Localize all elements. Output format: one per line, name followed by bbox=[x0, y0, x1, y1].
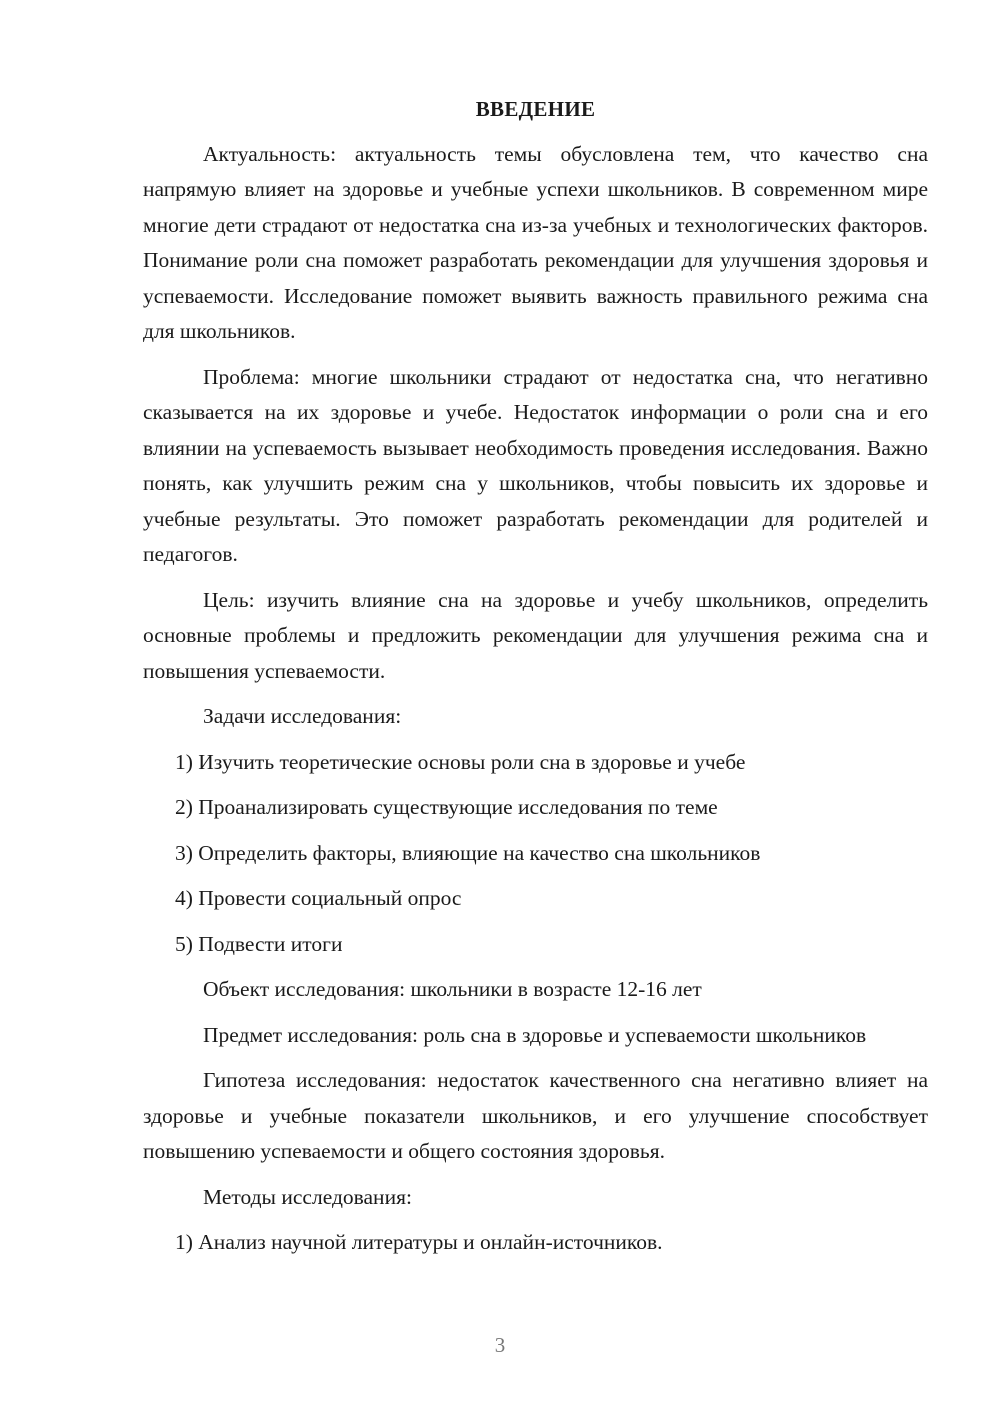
list-item: 1) Изучить теоретические основы роли сна в здоровье и учебе bbox=[175, 749, 746, 774]
object-paragraph: Объект исследования: школьники в возрасте 12-16 лет bbox=[203, 977, 702, 1001]
goal-paragraph: Цель: изучить влияние сна на здоровье и учебу школьников, определить основные проблемы и предложить рекомендации для улучшения режима сна и повышения успеваемости. bbox=[143, 587, 928, 683]
subject-paragraph: Предмет исследования: роль сна в здоровье и успеваемости школьников bbox=[203, 1022, 867, 1047]
list-item: 2) Проанализировать существующие исследования по теме bbox=[175, 795, 718, 819]
problem-paragraph: Проблема: многие школьники страдают от недостатка сна, что негативно сказывается на их здоровье и учебе. Недостаток информации о роли сна и его влиянии на успеваемость вызывает необходимость проведения исследования. Важно понять, как улучшить режим сна у школьников, чтобы повысить их здоровье и учебные результаты. Это поможет разработать рекомендации для родителей и педагогов. bbox=[143, 364, 928, 566]
list-item: 4) Провести социальный опрос bbox=[175, 886, 462, 910]
page-number: 3 bbox=[494, 1333, 506, 1357]
methods-list bbox=[143, 1225, 928, 1261]
list-item: 3) Определить факторы, влияющие на качество сна школьников bbox=[175, 840, 761, 865]
relevance-paragraph: Актуальность: актуальность темы обусловлена тем, что качество сна напрямую влияет на здоровье и учебные успехи школьников. В современном мире многие дети страдают от недостатка сна из-за учебных и технологических факторов. Понимание роли сна поможет разработать рекомендации для улучшения здоровья и успеваемости. Исследование поможет выявить важность правильного режима сна для школьников. bbox=[143, 141, 928, 343]
tasks-heading: Задачи исследования: bbox=[203, 704, 402, 728]
page-title: ВВЕДЕНИЕ bbox=[475, 97, 596, 121]
hypothesis-paragraph: Гипотеза исследования: недостаток качественного сна негативно влияет на здоровье и учебные показатели школьников, и его улучшение способствует повышению успеваемости и общего состояния здоровья. bbox=[143, 1068, 928, 1163]
methods-heading: Методы исследования: bbox=[203, 1184, 412, 1209]
tasks-list bbox=[143, 745, 928, 963]
list-item: 5) Подвести итоги bbox=[175, 931, 343, 956]
list-item: 1) Анализ научной литературы и онлайн-источников. bbox=[175, 1230, 663, 1254]
page-content bbox=[143, 92, 928, 1271]
